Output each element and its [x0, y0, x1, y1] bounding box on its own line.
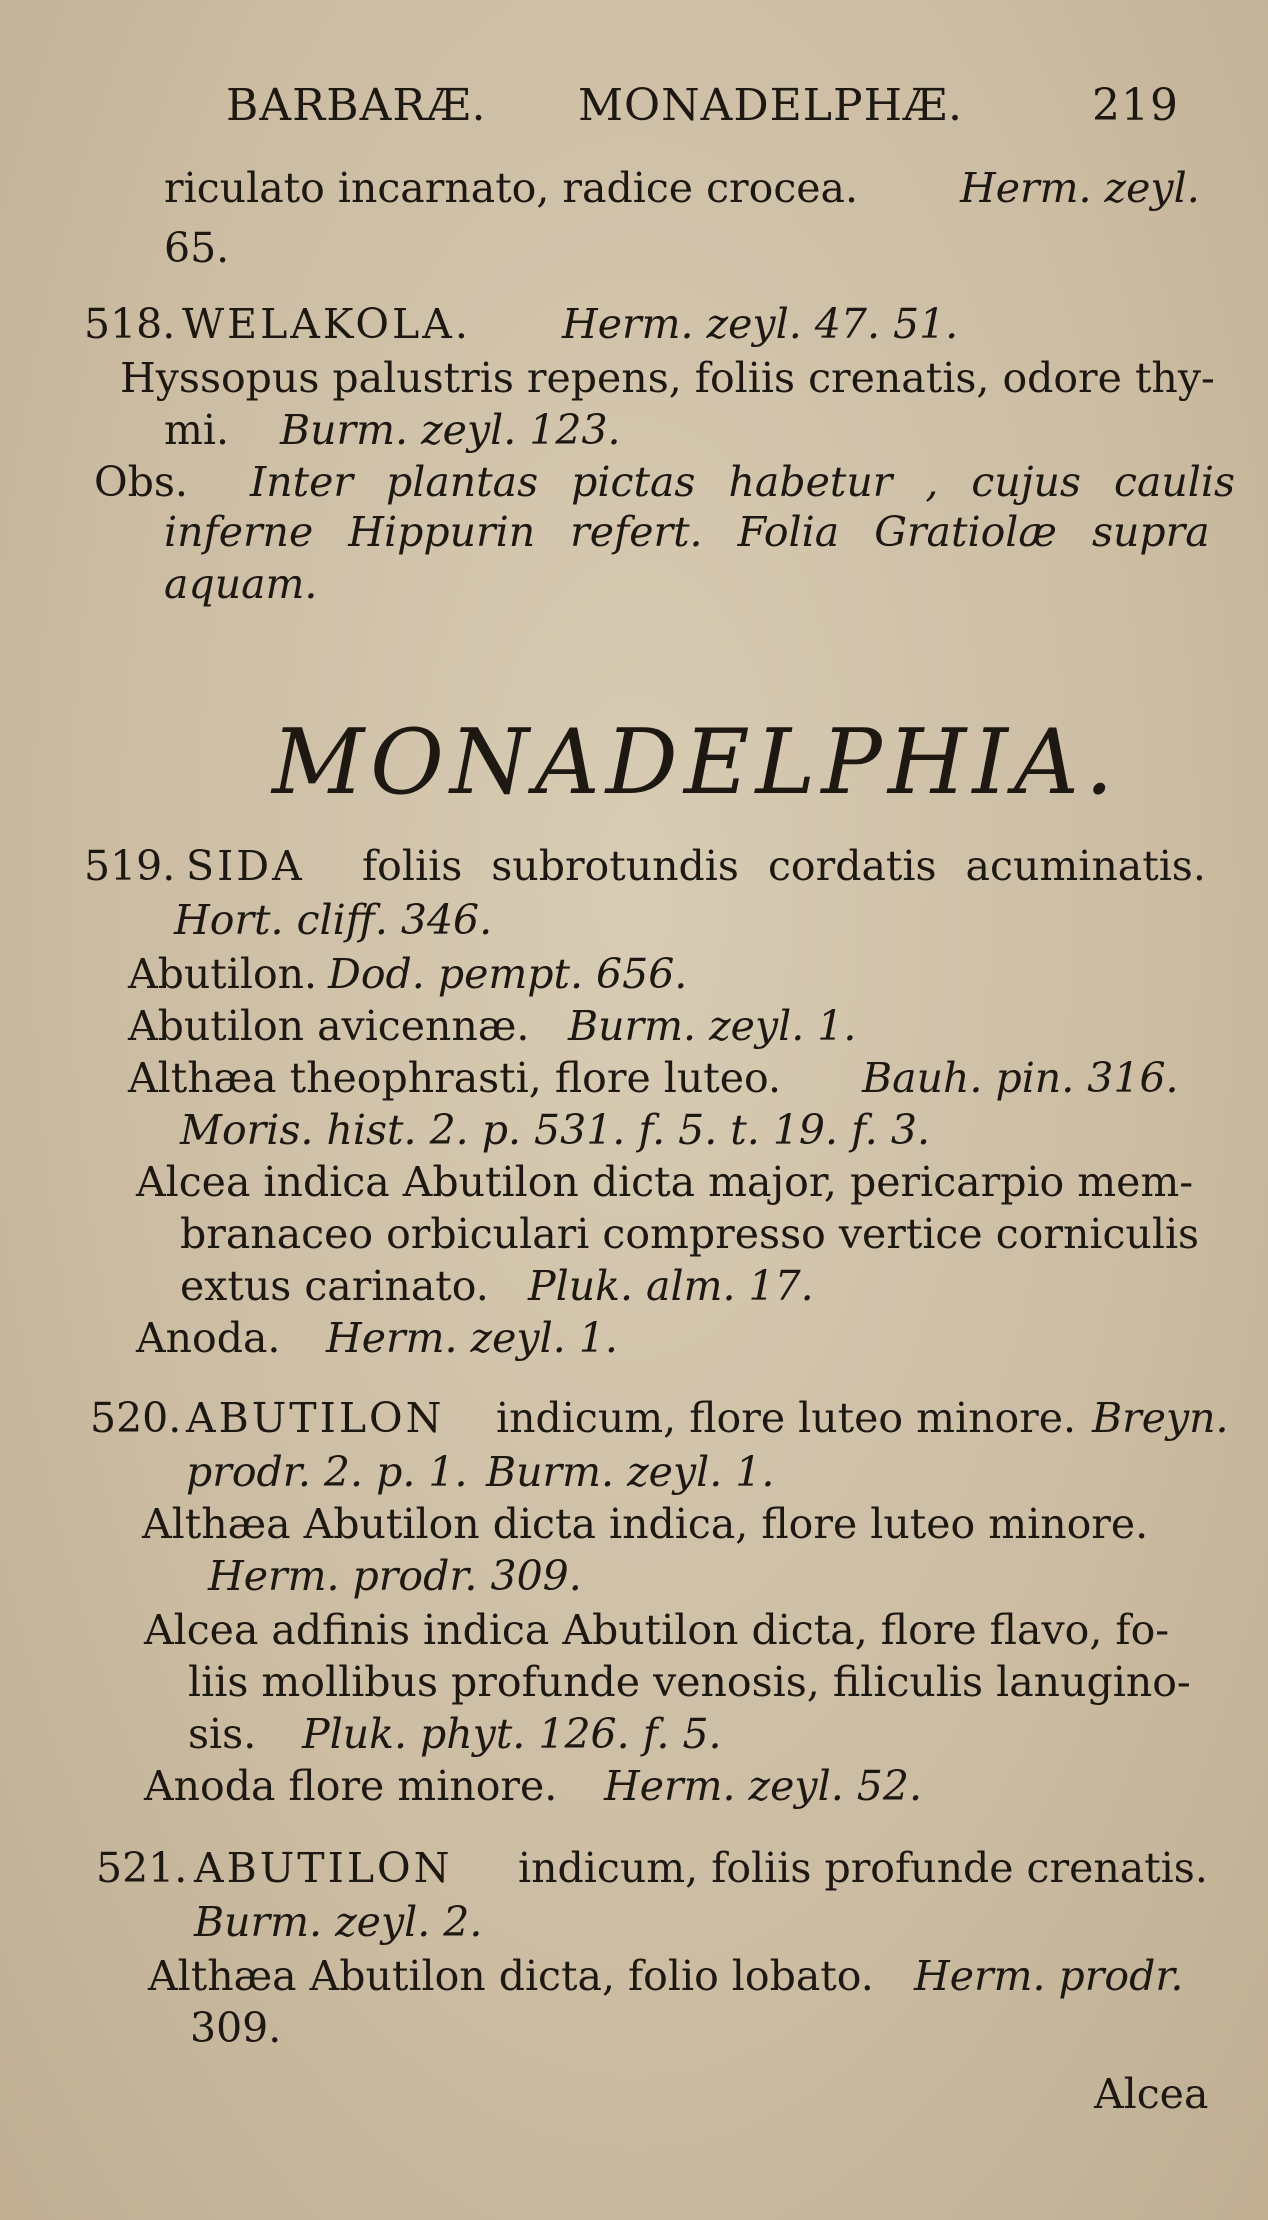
text-line: 309. — [190, 2004, 282, 2052]
citation: Burm. zeyl. 123. — [280, 406, 621, 454]
running-head-left: BARBARÆ. — [226, 80, 487, 131]
text-line: branaceo orbiculari compresso vertice corniculis — [180, 1210, 1200, 1258]
synonym: Abutilon. — [128, 950, 318, 998]
synonym: Althæa theophrasti, flore luteo. — [128, 1054, 782, 1102]
synonym: Abutilon avicennæ. — [128, 1002, 530, 1050]
synonym: Alcea indica Abutilon dicta major, pericarpio mem- — [136, 1158, 1194, 1206]
text-line: Hyssopus palustris repens, foliis crenatis, odore thy- — [120, 354, 1215, 402]
observation-text: Inter plantas pictas habetur , cujus caulis — [250, 458, 1236, 506]
citation: Pluk. phyt. 126. f. 5. — [302, 1710, 722, 1758]
section-title: MONADELPHIA. — [272, 710, 1120, 815]
synonym: Alcea adfinis indica Abutilon dicta, flore flavo, fo- — [144, 1606, 1170, 1654]
text-line: liis mollibus profunde venosis, filiculis lanugino- — [188, 1658, 1191, 1706]
citation: Herm. zeyl. 52. — [604, 1762, 922, 1810]
citation: Pluk. alm. 17. — [528, 1262, 814, 1310]
text-line: foliis subrotundis cordatis acuminatis. — [362, 842, 1206, 890]
citation: Burm. zeyl. 1. — [486, 1448, 775, 1496]
citation: Herm. prodr. 309. — [208, 1552, 582, 1600]
citation: Moris. hist. 2. p. 531. f. 5. t. 19. f. 3. — [180, 1106, 930, 1154]
synonym: Althæa Abutilon dicta, folio lobato. — [148, 1952, 874, 2000]
text-line: indicum, foliis profunde crenatis. — [518, 1844, 1208, 1892]
synonym: Anoda. — [136, 1314, 281, 1362]
text-line: sis. — [188, 1710, 257, 1758]
citation: Herm. zeyl. 1. — [326, 1314, 618, 1362]
citation: Herm. prodr. — [914, 1952, 1184, 2000]
synonym: Anoda flore minore. — [144, 1762, 558, 1810]
citation: Dod. pempt. 656. — [328, 950, 688, 998]
observation-text: inferne Hippurin refert. Folia Gratiolæ supra — [164, 508, 1210, 556]
observation-text: aquam. — [164, 560, 318, 608]
genus-name: ABUTILON — [194, 1844, 453, 1892]
genus-name: SIDA — [186, 842, 305, 890]
text-line: indicum, flore luteo minore. — [496, 1394, 1077, 1442]
entry-number: 521. — [96, 1844, 188, 1892]
text-line: riculato incarnato, radice crocea. — [164, 164, 859, 212]
citation: Breyn. — [1092, 1394, 1229, 1442]
genus-name: WELAKOLA. — [182, 300, 471, 348]
citation: Herm. zeyl. — [960, 164, 1200, 212]
citation: Burm. zeyl. 2. — [194, 1898, 483, 1946]
citation: Herm. zeyl. 47. 51. — [562, 300, 959, 348]
entry-number: 518. — [84, 300, 176, 348]
entry-number: 519. — [84, 842, 176, 890]
genus-name: ABUTILON — [186, 1394, 445, 1442]
entry-number: 520. — [90, 1394, 182, 1442]
citation: Burm. zeyl. 1. — [568, 1002, 857, 1050]
text-line: 65. — [164, 224, 230, 272]
citation: prodr. 2. p. 1. — [186, 1448, 468, 1496]
page-number: 219 — [1092, 80, 1179, 131]
text-line: mi. — [164, 406, 230, 454]
running-head-center: MONADELPHÆ. — [578, 80, 964, 131]
catchword: Alcea — [1094, 2070, 1209, 2118]
synonym: Althæa Abutilon dicta indica, flore luteo minore. — [142, 1500, 1149, 1548]
obs-label: Obs. — [94, 458, 188, 506]
text-line: extus carinato. — [180, 1262, 489, 1310]
citation: Bauh. pin. 316. — [862, 1054, 1179, 1102]
citation: Hort. cliff. 346. — [174, 896, 493, 944]
